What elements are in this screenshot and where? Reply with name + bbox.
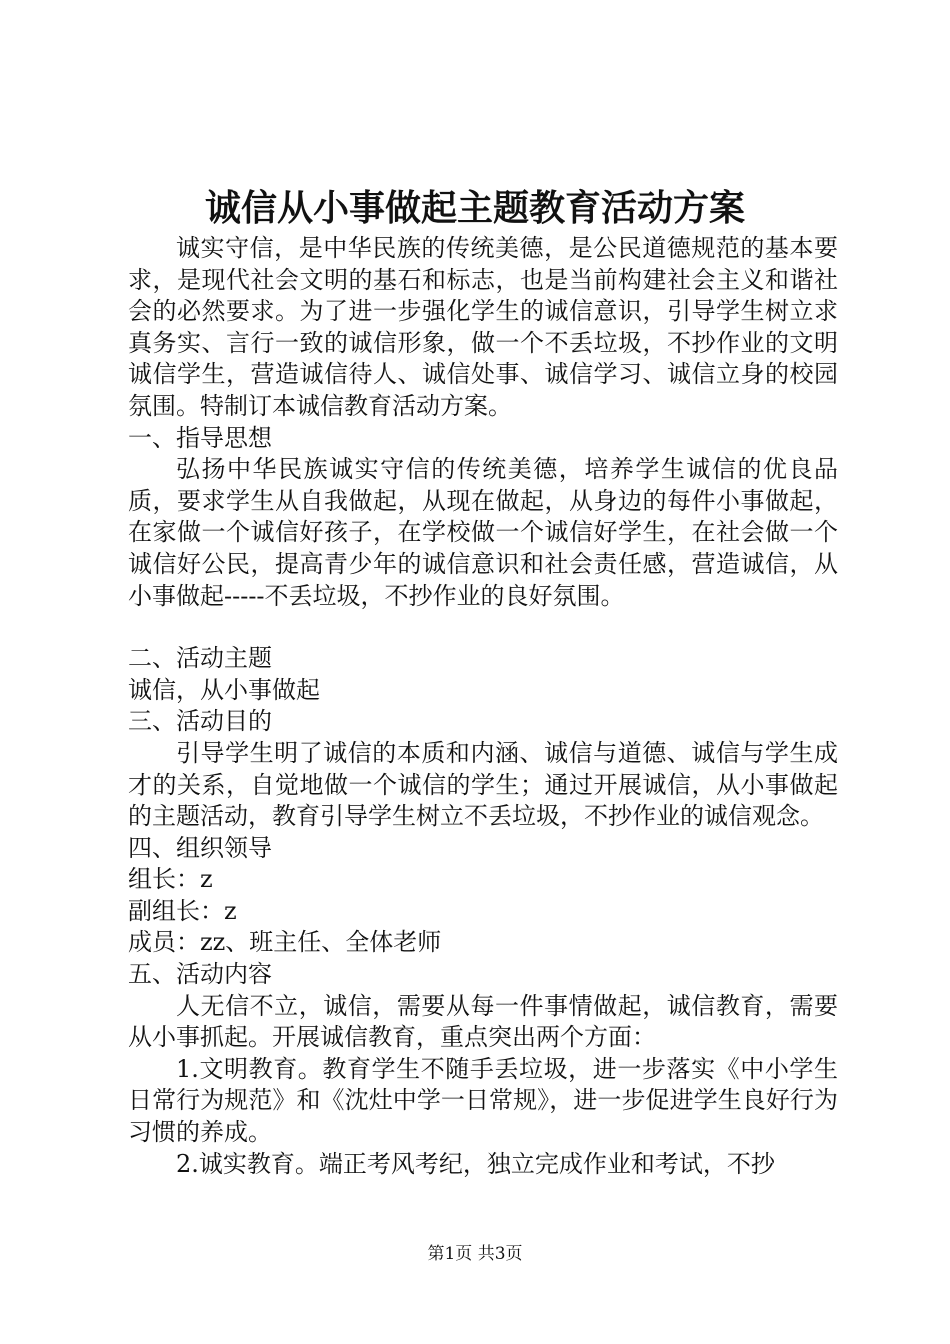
vice-leader-line: 副组长：z <box>128 896 237 925</box>
content-item-1: 1.文明教育。教育学生不随手丢垃圾，进一步落实《中小学生日常行为规范》和《沈灶中学一日常规》，进一步促进学生良好行为习惯的养成。 <box>128 1054 838 1147</box>
section-heading-activity-content: 五、活动内容 <box>128 960 272 989</box>
section-heading-activity-theme: 二、活动主题 <box>128 644 272 673</box>
activity-content-paragraph: 人无信不立，诚信，需要从每一件事情做起，诚信教育，需要从小事抓起。开展诚信教育，重点突出两个方面： <box>128 991 838 1052</box>
guiding-ideology-paragraph: 弘扬中华民族诚实守信的传统美德，培养学生诚信的优良品质，要求学生从自我做起，从现在做起，从身边的每件小事做起，在家做一个诚信好孩子，在学校做一个诚信好学生，在社会做一个诚信好公民，提高青少年的诚信意识和社会责任感，营造诚信，从小事做起-----不丢垃圾，不抄作业的良好氛围。 <box>128 455 838 610</box>
blank-line <box>128 612 838 643</box>
section-heading-guiding-ideology: 一、指导思想 <box>128 423 272 452</box>
section-heading-activity-purpose: 三、活动目的 <box>128 707 272 736</box>
document-body <box>128 233 838 1180</box>
activity-purpose-paragraph: 引导学生明了诚信的本质和内涵、诚信与道德、诚信与学生成才的关系，自觉地做一个诚信的学生；通过开展诚信，从小事做起的主题活动，教育引导学生树立不丢垃圾，不抄作业的诚信观念。 <box>128 738 838 831</box>
leader-line: 组长：z <box>128 865 213 894</box>
activity-theme-text: 诚信，从小事做起 <box>128 675 320 704</box>
document-title: 诚信从小事做起主题教育活动方案 <box>204 187 745 229</box>
intro-paragraph: 诚实守信，是中华民族的传统美德，是公民道德规范的基本要求，是现代社会文明的基石和标志，也是当前构建社会主义和谐社会的必然要求。为了进一步强化学生的诚信意识，引导学生树立求真务实、言行一致的诚信形象，做一个不丢垃圾，不抄作业的文明诚信学生，营造诚信待人、诚信处事、诚信学习、诚信立身的校园氛围。特制订本诚信教育活动方案。 <box>128 234 838 420</box>
page-footer: 第1页 共3页 <box>427 1244 523 1264</box>
content-item-2: 2.诚实教育。端正考风考纪，独立完成作业和考试，不抄 <box>176 1149 775 1178</box>
members-line: 成员：zz、班主任、全体老师 <box>128 928 442 957</box>
section-heading-organization: 四、组织领导 <box>128 833 272 862</box>
